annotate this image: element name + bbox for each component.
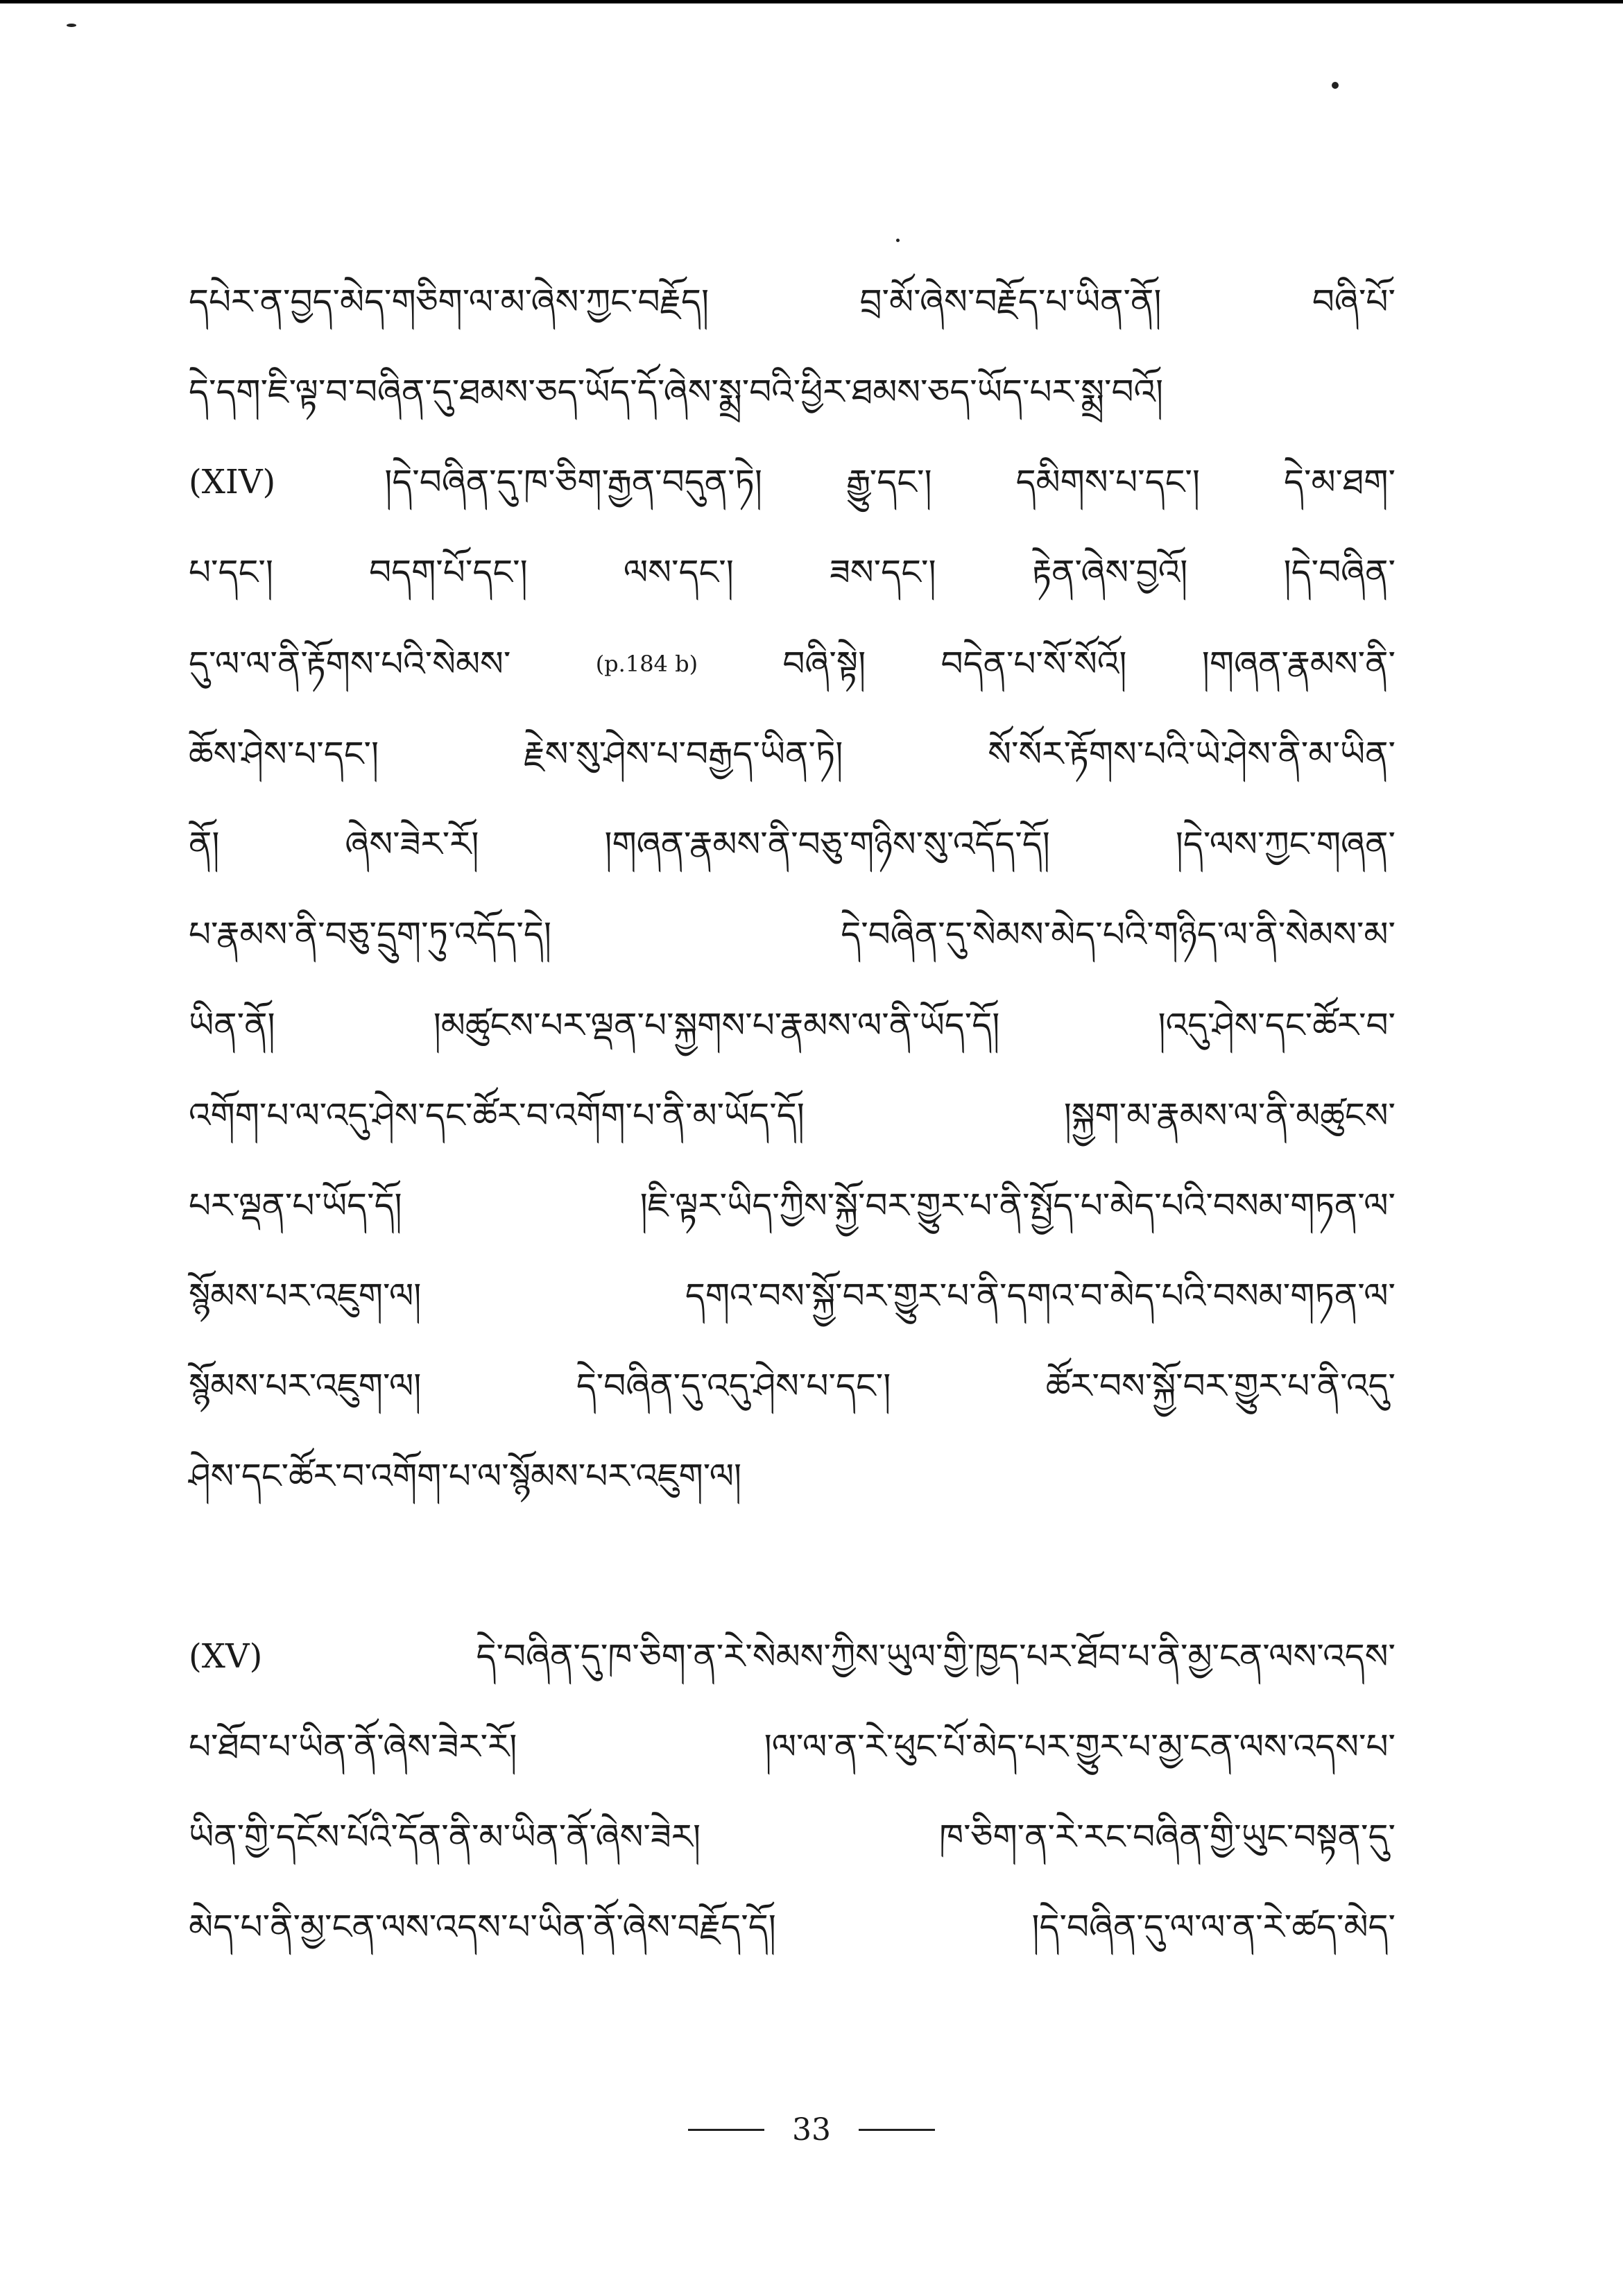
text-segment: དེ་བཞིན་དུ་ཁ་ཅིག་ན་རེ་སེམས་ཀྱིས་ཡུལ་གྱི་ཁྱད་པར་ཐོབ་པ་ནི་མྱ་ངན་ལས་འདས་ [476,1636,1396,1677]
text-line [189,1171,1396,1240]
text-line [189,1892,1396,1962]
text-line [189,1261,1396,1330]
text-segment: ཆོས་ཤེས་པ་དང་། [189,734,379,774]
text-segment: དགའ་བས་སྐྱོ་བར་གྱུར་པ་ནི་དགའ་བ་མེད་པའི་བསམ་གཏན་ལ་ [685,1276,1396,1316]
section-marker: (XV) [189,1637,263,1676]
text-segment: པ་དང་། [189,552,273,592]
text-segment: ཡིན་ནོ། [189,1005,275,1045]
text-line [189,538,1396,607]
text-segment: དམིགས་པ་དང་། [1015,462,1201,502]
scan-speck [896,239,900,242]
text-segment: པ་རྣམས་ནི་བཅུ་དྲུག་ཏུ་འདོད་དེ། [189,914,551,954]
text-line [189,719,1396,789]
text-segment: རྟེན་ཞེས་བྱའོ། [1031,552,1188,592]
page-number: 33 [792,2111,831,2148]
text-line [189,1712,1396,1781]
text-line [189,267,1396,336]
text-line [189,1802,1396,1871]
text-segment: །མཚུངས་པར་ལྡན་པ་སྐྱགས་པ་རྣམས་ལ་ནི་ཡོད་དོ། [433,1005,1000,1045]
text-segment: །དེ་ལས་ཀྱང་གཞན་ [1175,824,1396,864]
text-line [189,900,1396,969]
text-line [189,447,1396,517]
footer-dash-left [688,2129,764,2131]
text-segment: རྗེས་སུ་ཤེས་པ་བརྒྱད་ཡིན་ཏེ། [524,734,843,774]
text-segment: དེ་མ་ཐག་ [1284,462,1396,502]
scan-edge [0,0,1623,3]
text-segment: དཔེར་ན་བྱད་མེད་གཅིག་ལ་མ་ཞེས་ཀྱང་བརྗོད། [189,282,710,322]
text-segment: །དེ་བཞིན་ [1283,552,1396,592]
text-segment: །གཞན་རྣམས་ནི་ [1201,644,1396,684]
text-segment: པར་ལྡན་པ་ཡོད་དོ། [189,1185,402,1226]
text-line [189,1441,1396,1511]
page-footer [0,2102,1623,2157]
text-segment: ལས་དང་། [623,552,734,592]
text-line [189,1081,1396,1150]
text-segment: བདག་པོ་དང་། [369,552,528,592]
text-segment: མེད་པ་ནི་མྱ་ངན་ལས་འདས་པ་ཡིན་ནོ་ཞེས་བརྗོད་དོ། [189,1907,776,1947]
text-line [189,629,1396,699]
text-segment: རྒྱུ་དང་། [846,462,932,502]
text-segment: ནོ། [189,824,220,864]
text-line [189,809,1396,879]
text-segment: དེ་དག་ཇི་ལྟ་བ་བཞིན་དུ་ཐམས་ཅད་ཡོད་དོ་ཞེས་སྨྲ་བའི་ཕྱིར་ཐམས་ཅད་ཡོད་པར་སྨྲ་བའོ། [189,372,1164,412]
text-line [189,1622,1396,1691]
text-segment: །ལ་ལ་ན་རེ་ཕུང་པོ་མེད་པར་གྱུར་པ་མྱ་ངན་ལས་འདས་པ་ [764,1727,1396,1767]
text-segment: །ཇི་ལྟར་ཡིད་ཀྱིས་སྐྱོ་བར་གྱུར་པ་ནི་སྤྱོད་པ་མེད་པའི་བསམ་གཏན་ལ་ [639,1185,1396,1226]
text-segment: །དེ་བཞིན་དུ་ཁ་ཅིག་རྒྱན་བདུན་ཏེ། [384,462,763,502]
section-marker: (XIV) [189,463,276,502]
text-segment: སྙོམས་པར་འཇུག་ལ། [189,1276,422,1316]
text-segment: པ་ཐོབ་པ་ཡིན་ནོ་ཞེས་ཟེར་རོ། [189,1727,517,1767]
text-segment: སྙོམས་པར་འཇུག་ལ། [189,1366,422,1406]
scan-speck [1332,82,1339,89]
text-segment: དེ་བཞིན་དུ་སེམས་མེད་པའི་གཉིད་ལ་ནི་སེམས་མ་ [841,914,1396,954]
text-line [189,1351,1396,1421]
text-segment: ཞེས་ཟེར་རོ། [345,824,479,864]
footer-dash-right [859,2129,935,2131]
text-segment: སོ་སོར་རྟོགས་པའི་ཡེ་ཤེས་ནི་མ་ཡིན་ [988,734,1396,774]
text-segment: འགོག་པ་ལ་འདུ་ཤེས་དང་ཚོར་བ་འགོག་པ་ནི་མ་ཡོད་དོ། [189,1095,805,1136]
text-segment: ཡིན་གྱི་དངོས་པོའི་དོན་ནི་མ་ཡིན་ནོ་ཞེས་ཟེར། [189,1817,701,1857]
text-segment: དུ་ལ་ལ་ནི་རྟོགས་པའི་སེམས་ [189,644,511,684]
text-line [189,357,1396,427]
text-segment: བཞི་སྟེ། [782,644,866,684]
text-segment: ཚོར་བས་སྐྱོ་བར་གྱུར་པ་ནི་འདུ་ [1045,1366,1396,1406]
text-segment: །སྐྱག་མ་རྣམས་ལ་ནི་མཚུངས་ [1063,1095,1396,1136]
text-segment: །དེ་བཞིན་དུ་ལ་ལ་ན་རེ་ཚད་མེད་ [1031,1907,1396,1947]
text-segment: བཞི་པོ་ [1312,282,1396,322]
text-segment: ཤེས་དང་ཚོར་བ་འགོག་པ་ལ་སྙོམས་པར་འཇུག་ལ། [189,1456,742,1496]
folio-reference: (p.184 b) [595,651,698,677]
text-line [189,991,1396,1060]
text-segment: ཟས་དང་། [829,552,936,592]
text-segment: བདེན་པ་སོ་སོའོ། [941,644,1127,684]
text-segment: །འདུ་ཤེས་དང་ཚོར་བ་ [1158,1005,1396,1045]
text-segment: བྲ་མོ་ཞེས་བརྗོད་པ་ཡིན་ནོ། [859,282,1162,322]
scan-speck [67,24,76,27]
text-segment: །གཞན་རྣམས་ནི་བཅུ་གཉིས་སུ་འདོད་དོ། [604,824,1050,864]
text-segment: དེ་བཞིན་དུ་འདུ་ཤེས་པ་དང་། [576,1366,891,1406]
text-segment: ཁ་ཅིག་ན་རེ་རང་བཞིན་གྱི་ཡུང་བསྟན་དུ་ [939,1817,1396,1857]
